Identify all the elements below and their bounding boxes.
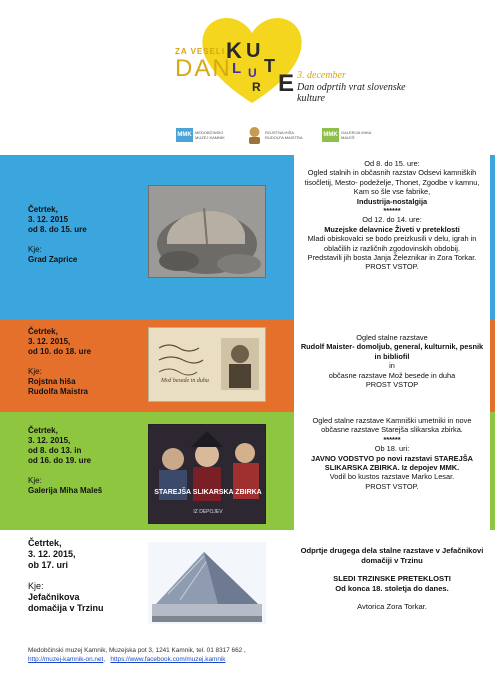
desc-line: Rudolf Maister- domoljub, general, kulturnik, pesnik in bibliofil: [300, 342, 484, 361]
where-label: Kje:: [28, 581, 44, 591]
logo-letter: R: [252, 80, 261, 94]
desc-line: Industrija-nostalgija: [356, 196, 428, 206]
pyramid-building-image: [148, 542, 266, 624]
event-description: [294, 412, 490, 530]
desc-line: Od 12. do 14. ure:: [362, 215, 422, 225]
desc-line: Mladi obiskovalci se bodo preizkusili v delu, igrah in oblačilih iz različnih zgodovinskih obdobij.: [307, 234, 477, 253]
desc-line: ******: [383, 434, 401, 444]
spacer: [298, 594, 486, 602]
logo-letter: U: [248, 66, 257, 80]
maister-portrait-icon: [246, 125, 263, 145]
event-day: Četrtek,: [28, 538, 62, 548]
helmet-image: [148, 185, 266, 278]
website-link[interactable]: http://muzej-kamnik-on.net: [28, 656, 104, 663]
desc-line: SLEDI TRZINSKE PRETEKLOSTI: [333, 574, 451, 583]
event-when: [28, 538, 128, 614]
museum-name: MEDOBČINSKI MUZEJ KAMNIK: [195, 130, 225, 140]
event-location: Grad Zaprice: [28, 255, 78, 264]
desc-line: Ogled stalnih in občasnih razstav Odsevi kamniških tisočletij, Mesto- podeželje, Thonet, Zgodbe v kamnu, Kam so šle vse fabrike,: [304, 168, 480, 197]
where-label: Kje:: [28, 367, 42, 376]
museum-logo-gallery: [322, 124, 381, 146]
event-time: od 8. do 15. ure: [28, 225, 87, 234]
event-description: [294, 530, 490, 640]
book-caption: Mož besede in duha: [161, 378, 209, 384]
footer-links: http://muzej-kamnik-on.net, https://www.facebook.com/muzej.kamnik: [28, 656, 226, 663]
mmk-logo-icon: MMK: [176, 128, 193, 142]
event-when: [28, 205, 128, 265]
header: [0, 0, 495, 155]
desc-line: Ogled stalne razstave Kamniški umetniki in nove občasne razstave Starejša slikarska zbirka.: [312, 416, 472, 435]
event-when: [28, 426, 128, 496]
museum-name: GALERIJA MIHA MALEŠ: [341, 130, 372, 140]
event-row-grad-zaprice: [0, 155, 495, 319]
museum-name: ROJSTNA HIŠA RUDOLFA MAISTRA: [265, 130, 303, 140]
event-date: 3. 12. 2015,: [28, 337, 71, 346]
desc-line: PROST VSTOP.: [365, 262, 419, 272]
museum-logo-maister: [246, 124, 305, 146]
event-date: 3. 12. 2015,: [28, 436, 71, 445]
poster-subtitle: IZ DEPOJEV: [193, 509, 223, 515]
event-date: 3. 12. 2015: [28, 215, 69, 224]
logo-letter: E: [278, 70, 295, 97]
desc-line: Ob 18. uri:: [374, 444, 410, 454]
desc-line: Vodil bo kustos razstave Marko Lesar.: [329, 472, 455, 482]
logo-letter: K: [226, 38, 242, 63]
desc-line: Od konca 18. stoletja do danes.: [335, 584, 449, 593]
event-location: Galerija Miha Maleš: [28, 486, 103, 495]
footer: [28, 646, 478, 664]
event-row-galerija: [0, 412, 495, 530]
event-row-jefacnikova: [0, 530, 495, 640]
desc-line: PROST VSTOP.: [365, 481, 419, 491]
event-description: [294, 155, 490, 319]
desc-line: Avtorica Zora Torkar.: [357, 602, 427, 611]
event-location: Rojstna hiša: [28, 377, 76, 386]
date-label: 3. december: [297, 70, 346, 81]
event-day: Četrtek,: [28, 426, 58, 435]
logo-letter: U: [246, 40, 261, 62]
logo-letter: L: [232, 60, 242, 77]
event-description: [294, 319, 490, 412]
event-time: od 16. do 19. ure: [28, 456, 92, 465]
logo-dan: DAN: [175, 55, 232, 82]
desc-line: Muzejske delavnice Živeti v preteklosti: [324, 224, 460, 234]
event-time: od 10. do 18. ure: [28, 347, 92, 356]
logo-letter: T: [264, 56, 275, 76]
desc-line: Predstavili jih bosta Janja Železnikar in Zora Torkar.: [307, 253, 477, 263]
event-day: Četrtek,: [28, 327, 58, 336]
maister-book-image: [148, 327, 266, 402]
poster-title: STAREJŠA SLIKARSKA ZBIRKA: [154, 489, 262, 496]
desc-line: PROST VSTOP: [365, 380, 419, 390]
event-location: domačija v Trzinu: [28, 603, 104, 613]
logo-tagline: ZA VESELI: [175, 47, 226, 56]
event-date: 3. 12. 2015,: [28, 549, 76, 559]
event-row-maister: [0, 319, 495, 412]
desc-line: in: [389, 361, 395, 371]
event-time: od 8. do 13. in: [28, 446, 82, 455]
zbirka-poster-image: [148, 424, 266, 524]
desc-line: Od 8. do 15. ure:: [364, 159, 420, 168]
desc-line: JAVNO VODSTVO po novi razstavi STAREJŠA SLIKARSKA ZBIRKA. Iz depojev MMK.: [311, 453, 473, 473]
subtitle: Dan odprtih vrat slovenske kulture: [297, 82, 406, 104]
event-location: Rudolfa Maistra: [28, 387, 89, 396]
footer-address: Medobčinski muzej Kamnik, Muzejska pot 3, 1241 Kamnik, tel. 01 8317 662 ,: [28, 647, 246, 654]
spacer: [298, 566, 486, 574]
facebook-link[interactable]: https://www.facebook.com/muzej.kamnik: [110, 656, 226, 663]
museum-logo-mmk: [176, 124, 235, 146]
event-day: Četrtek,: [28, 205, 58, 214]
gallery-logo-icon: MMK: [322, 128, 339, 142]
event-time: ob 17. uri: [28, 560, 69, 570]
event-when: [28, 327, 128, 397]
where-label: Kje:: [28, 245, 42, 254]
desc-line: Odprtje drugega dela stalne razstave v Jefačnikovi domačiji v Trzinu: [300, 546, 484, 565]
desc-line: občasne razstave Mož besede in duha: [328, 370, 456, 380]
event-location: Jefačnikova: [28, 592, 80, 602]
desc-line: Ogled stalne razstave: [356, 333, 428, 342]
desc-line: ******: [383, 206, 401, 216]
where-label: Kje:: [28, 476, 42, 485]
